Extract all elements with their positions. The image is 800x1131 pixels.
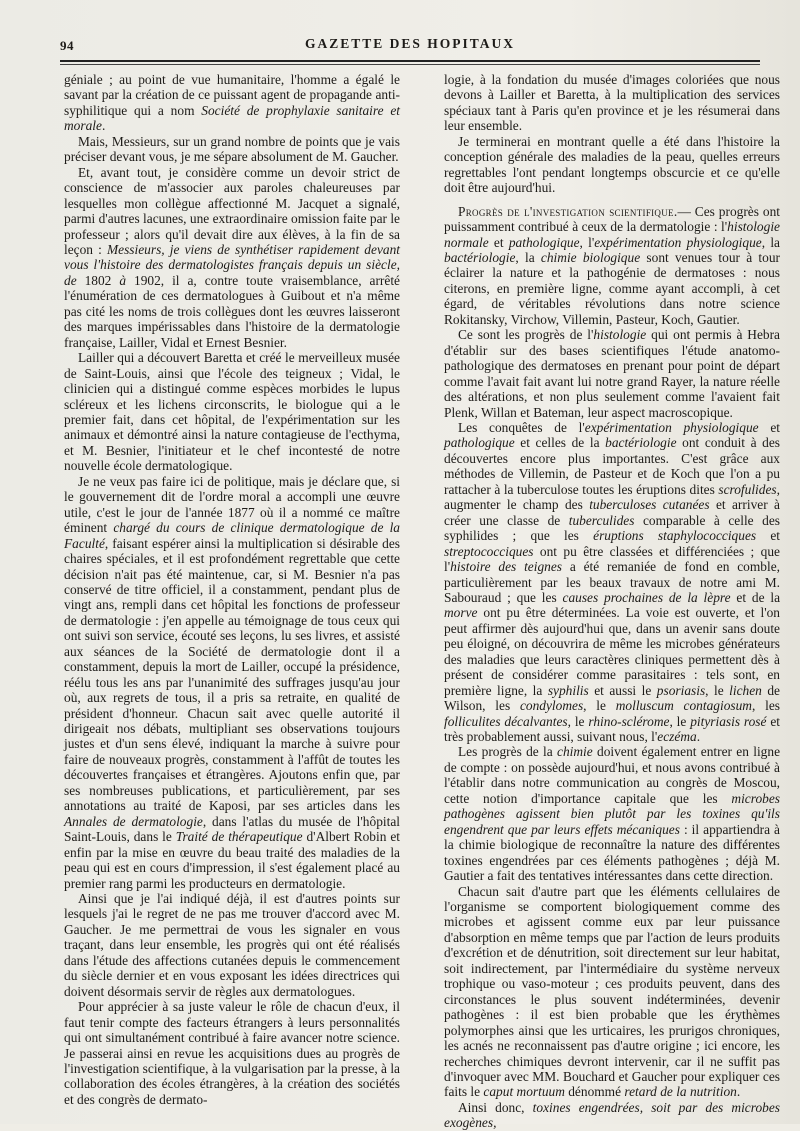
text-run: et (488, 234, 509, 250)
italic-text: histologie (593, 327, 647, 343)
italic-text: bactériologie (605, 435, 677, 451)
paragraph (444, 134, 780, 196)
italic-text: Messieurs, je viens de synthétiser rapidement devant vous l'histoire des dermatologistes français depuis un siècle, de (64, 241, 400, 288)
text-run: Les progrès de la (458, 744, 557, 760)
italic-text: expérimentation physiologique (584, 419, 759, 435)
italic-text: psoriasis (656, 682, 706, 698)
text-run: , la (515, 249, 541, 265)
italic-text: retard de la nutrition (624, 1084, 737, 1100)
text-run: Et, avant tout, je considère comme un devoir strict de conscience de m'associer aux paroles chaleureuses par lesquelles mon collègue affectionné M. Jacquet a signalé, parmi d'autres lacunes, une extraordinaire omission faite par le professeur ; alors qu'il devait dire aux élèves, à la fin de sa leçon : (64, 164, 400, 257)
italic-text: pityriasis rosé (690, 713, 767, 729)
text-run: Je terminerai en montrant quelle a été dans l'histoire la conception générale des maladies de la peau, quelles erreurs regrettables l'ont pendant longtemps obscurcie et ce qu'elle doit être aujourd'hui. (444, 133, 780, 196)
text-run: ont pu être classées et différenciées ; que l' (444, 543, 780, 575)
header-rule-thick (60, 60, 760, 62)
text-run: , l' (579, 234, 595, 250)
italic-text: Annales de dermatologie (64, 813, 203, 829)
left-text-column (64, 72, 400, 1107)
text-run: géniale ; au point de vue humanitaire, l'homme a égalé le savant par la création de ce puissant agent de propagande anti-syphilitique qui a nom (64, 72, 400, 118)
italic-text: chimie biologique (540, 249, 641, 265)
text-run: , les (751, 698, 780, 714)
text-run: , la (761, 234, 781, 250)
italic-text: Traité de thérapeutique (175, 829, 303, 845)
text-run: et de la (730, 589, 781, 605)
italic-text: condylomes (519, 698, 584, 714)
text-run: ont pu être déterminées. La voie est ouverte, et l'on peut affirmer dès aujourd'hui que, dans un avenir sans doute peu éloigné, on découvrira de même les microbes générateurs des maladies que leurs caractères cliniques permettent dès à présent de considérer comme parasitaires : tels sont, en première ligne, la (444, 605, 780, 698)
text-run: ont conduit à des découvertes encore plus importantes. C'est grâce aux méthodes de Villemin, de Pasteur et de Koch que l'on a pu rattacher à la tuberculose toutes les éruptions dites (444, 435, 780, 497)
text-run: et celles de la (514, 435, 606, 451)
text-run: , faisant espérer ainsi la multiplication si désirable des chaires spéciales, et il est profondément regrettable que cette décision n'ait pas été maintenue, car, si M. Besnier n'a pas conservé de titre officiel, il a constamment, pendant plus de vingt ans, rempli dans cet hôpital les fonctions de professeur de dermatologie : j'en appelle au témoignage de tous ceux qui ont suivi son service, écouté ses leçons, lu ses livres, et assisté aux séances de la Société de dermatologie dont il a constamment, depuis la mort de Lailler, occupé la présidence, réélu tous les ans par l'unanimité des suffrages jusqu'au jour où, aux regrets de tous, il a pris sa retraite, en qualité de président d'honneur. Chacun sait avec quelle autorité il dirigeait nos débats, multipliant ses observations toujours justes et d'un sens élevé, indiquant la marche à suivre pour faire de nouveaux progrès, constamment à l'affût de toutes les découvertes françaises et étrangères. Ajoutons enfin que, par ses nombreuses publications, et particulièrement, par ses annotations au traité de Kaposi, par ses articles dans les (64, 535, 400, 814)
italic-text: scrofulides (718, 481, 777, 497)
italic-text: caput mortuum (483, 1084, 565, 1100)
text-run: a été remaniée de fond en comble, particulièrement par les beaux travaux de notre ami M. Sabouraud ; que les (444, 559, 780, 605)
text-run: Lailler qui a découvert Baretta et créé le merveilleux musée de Saint-Louis, ainsi que l'école des teigneux ; Vidal, le clinicien qui a distingué comme espèces morbides le lupus scléreux et les lichens circonscrits, le biologue qui a le premier fait, dans cet hôpital, de l'expérimentation sur les animaux et démontré ainsi la nature contagieuse de l'ecthyma, et M. Besnier, l'initiateur et le chef incontesté de notre nouvelle école dermatologique. (64, 350, 400, 474)
italic-text: causes prochaines de la lèpre (562, 589, 731, 605)
text-run: 1802 (76, 272, 120, 288)
page-number: 94 (60, 38, 74, 53)
text-run: et arriver à créer une classe de (444, 497, 780, 528)
text-run: Je ne veux pas faire ici de politique, mais je déclare que, si le gouvernement dit de l'ordre moral a accompli une œuvre utile, c'est le jour de l'année 1877 où il a nommé ce maître éminent (64, 473, 400, 536)
italic-text: microbes pathogènes agissent bien plutôt par les toxines qu'ils engendrent que par leurs effets mécaniques (444, 790, 780, 837)
italic-text: lichen (729, 682, 762, 698)
text-run: dénommé (564, 1084, 625, 1100)
section-heading: Progrès de l'investigation scientifique. (458, 203, 678, 219)
italic-text: pathologique (508, 234, 580, 250)
text-run: qui ont permis à Hebra d'établir sur des bases scientifiques l'étude anatomo-pathologique des dermatoses en prenant pour point de départ comme l'avait fait avant lui notre grand Rayer, la nature réelle des altérations, et non plus seulement comme l'avaient fait Plenk, Willan et Bateman, leur aspect macroscopique. (444, 327, 780, 420)
text-run: Ainsi que je l'ai indiqué déjà, il est d'autres points sur lesquels j'ai le regret de ne pas me trouver d'accord avec M. Gaucher. Je me permettrai de vous les signaler en vous traçant, dans leur ensemble, les progrès qui ont été réalisés dans l'étude des affections cutanées depuis le commencement du siècle dernier et en vous exposant les idées directrices qui doivent désormais servir de règles aux dermatologues. (64, 891, 400, 999)
italic-text: molluscum contagiosum (615, 698, 752, 714)
italic-text: expérimentation physiologique (594, 234, 762, 250)
italic-text: chargé du cours de clinique dermatologique de la Faculté (64, 520, 400, 551)
italic-text: bactériologie (444, 249, 516, 265)
text-run: Pour apprécier à sa juste valeur le rôle de chacun d'eux, il faut tenir compte des facteurs étrangers à leurs personnalités qui ont simultanément contribué à faire avancer notre science. Je passerai ainsi en revue les acquisitions dues au progrès de l'investigation scientifique, à la vulgarisation par la presse, à la collaboration des écoles étrangères, à la création des sociétés et des congrès de dermato- (64, 999, 400, 1107)
paragraph (64, 134, 400, 165)
text-run: et très probablement aussi, suivant nous, l' (444, 713, 780, 745)
italic-text: Société de prophylaxie sanitaire et morale (64, 102, 401, 134)
paragraph (444, 327, 780, 420)
text-run: , le (669, 713, 691, 729)
paragraph (444, 884, 780, 1100)
text-run: . (101, 118, 106, 134)
paragraph (64, 474, 400, 891)
paragraph (444, 204, 780, 328)
text-run: . (696, 729, 701, 745)
italic-text: syphilis (547, 682, 589, 698)
text-run: doivent également entrer en ligne de compte : on possède aujourd'hui, et nous avons contribué à l'établir dans notre communication au congrès de Moscou, cette notion d'importance capitale que les (444, 744, 781, 806)
text-run: comparable à celle des syphilides ; que les (444, 512, 780, 544)
italic-text: eczéma (657, 729, 697, 745)
text-run: , dans l'atlas du musée de l'hôpital Saint-Louis, dans le (64, 813, 400, 845)
text-run: et (756, 528, 780, 544)
paragraph (444, 1100, 780, 1131)
journal-title: GAZETTE DES HOPITAUX (304, 36, 516, 51)
text-run: Ainsi donc, (458, 1099, 533, 1115)
text-run: Chacun sait d'autre part que les éléments cellulaires de l'organisme se comportent biologiquement comme des microbes et agissent comme eux par leur puissance d'absorption en même temps que par l'action de leurs produits d'excrétion et de dénutrition, soit directement sur leur habitat, soit indirectement, par l'intermédiaire du système nerveux trophique ou vaso-moteur ; ces produits peuvent, dans des circonstances le plus souvent indéterminées, devenir pathogènes : il est bien probable que les érythèmes polymorphes ainsi que les urticaires, les prurigos chroniques, les acnés ne reconnaissent pas d'autre origine ; ici encore, les recherches chimiques devront intervenir, car il ne suffit pas d'invoquer avec MM. Bouchard et Gaucher pour expliquer ces faits le (444, 883, 780, 1100)
text-run: et aussi le (588, 682, 657, 698)
paragraph (64, 891, 400, 999)
text-run: Mais, Messieurs, sur un grand nombre de points que je vais préciser devant vous, je me sépare absolument de M. Gaucher. (64, 133, 400, 165)
paragraph (64, 999, 400, 1107)
text-run: et (758, 419, 780, 435)
italic-text: streptococciques (444, 543, 534, 559)
italic-text: toxines engendrées, soit par des microbes exogènes, (444, 1099, 780, 1131)
italic-text: morve (444, 605, 478, 621)
text-run: logie, à la fondation du musée d'images coloriées que nous devons à Lailler et Baretta, à la multiplication des services spéciaux tant à Paris qu'en province et je les résumerai dans leur ensemble. (444, 72, 780, 134)
paragraph (444, 744, 780, 883)
text-run: — Ces progrès ont puissamment contribué à ceux de la dermatologie : l' (444, 203, 780, 235)
text-run: de Wilson, les (444, 682, 780, 714)
paragraph (64, 350, 400, 474)
italic-text: pathologique (444, 435, 515, 451)
italic-text: histoire des teignes (450, 559, 562, 575)
text-run: : il appartiendra à la chimie biologique de reconnaître la nature des différentes toxines engendrées par ces éléments pathogènes ; déjà M. Gautier a fait des tentatives intéressantes dans cette direction. (444, 821, 780, 884)
text-run: , augmenter le champ des (444, 481, 780, 513)
text-run: Ce sont les progrès de l' (458, 327, 594, 343)
text-run: sont venues tour à tour éclairer la nature et la pathogénie de dermatoses : nous citerons, en première ligne, comme ayant accompli, à cet égard, de véritables révolutions dans notre science Rokitansky, Virchow, Villemin, Pasteur, Koch, Gautier. (444, 249, 780, 327)
text-run: , le (705, 682, 730, 698)
paragraph (64, 72, 400, 134)
right-text-column (444, 72, 780, 1131)
text-run: Les conquêtes de l' (458, 419, 585, 435)
text-run: , le (567, 713, 589, 729)
italic-text: à (119, 272, 127, 288)
italic-text: éruptions staphylococciques (593, 528, 757, 544)
text-run: . (736, 1084, 741, 1100)
text-run: , le (583, 698, 616, 714)
italic-text: rhino-sclérome (588, 713, 670, 729)
italic-text: folliculites décalvantes (444, 713, 568, 729)
text-run: d'Albert Robin et enfin par la mise en œuvre du beau traité des maladies de la peau qui est en cours d'impression, il s'est également placé au premier rang parmi les producteurs en dermatologie. (64, 829, 400, 891)
paragraph (444, 420, 780, 745)
paragraph (64, 165, 400, 350)
italic-text: histologie normale (444, 219, 780, 250)
italic-text: chimie (557, 744, 593, 760)
text-run: 1902, il a, contre toute vraisemblance, arrêté l'énumération de ces dermatologues à Guibout et n'a même pas cité les noms de trois collègues dont les œuvres laisseront des marques impérissables dans l'histoire de la dermatologie française, Lailler, Vidal et Ernest Besnier. (64, 272, 400, 350)
paragraph (444, 72, 780, 134)
italic-text: tuberculoses cutanées (589, 497, 710, 513)
page-header (60, 36, 760, 56)
italic-text: tuberculides (568, 512, 635, 528)
header-rule-thin (60, 64, 760, 65)
